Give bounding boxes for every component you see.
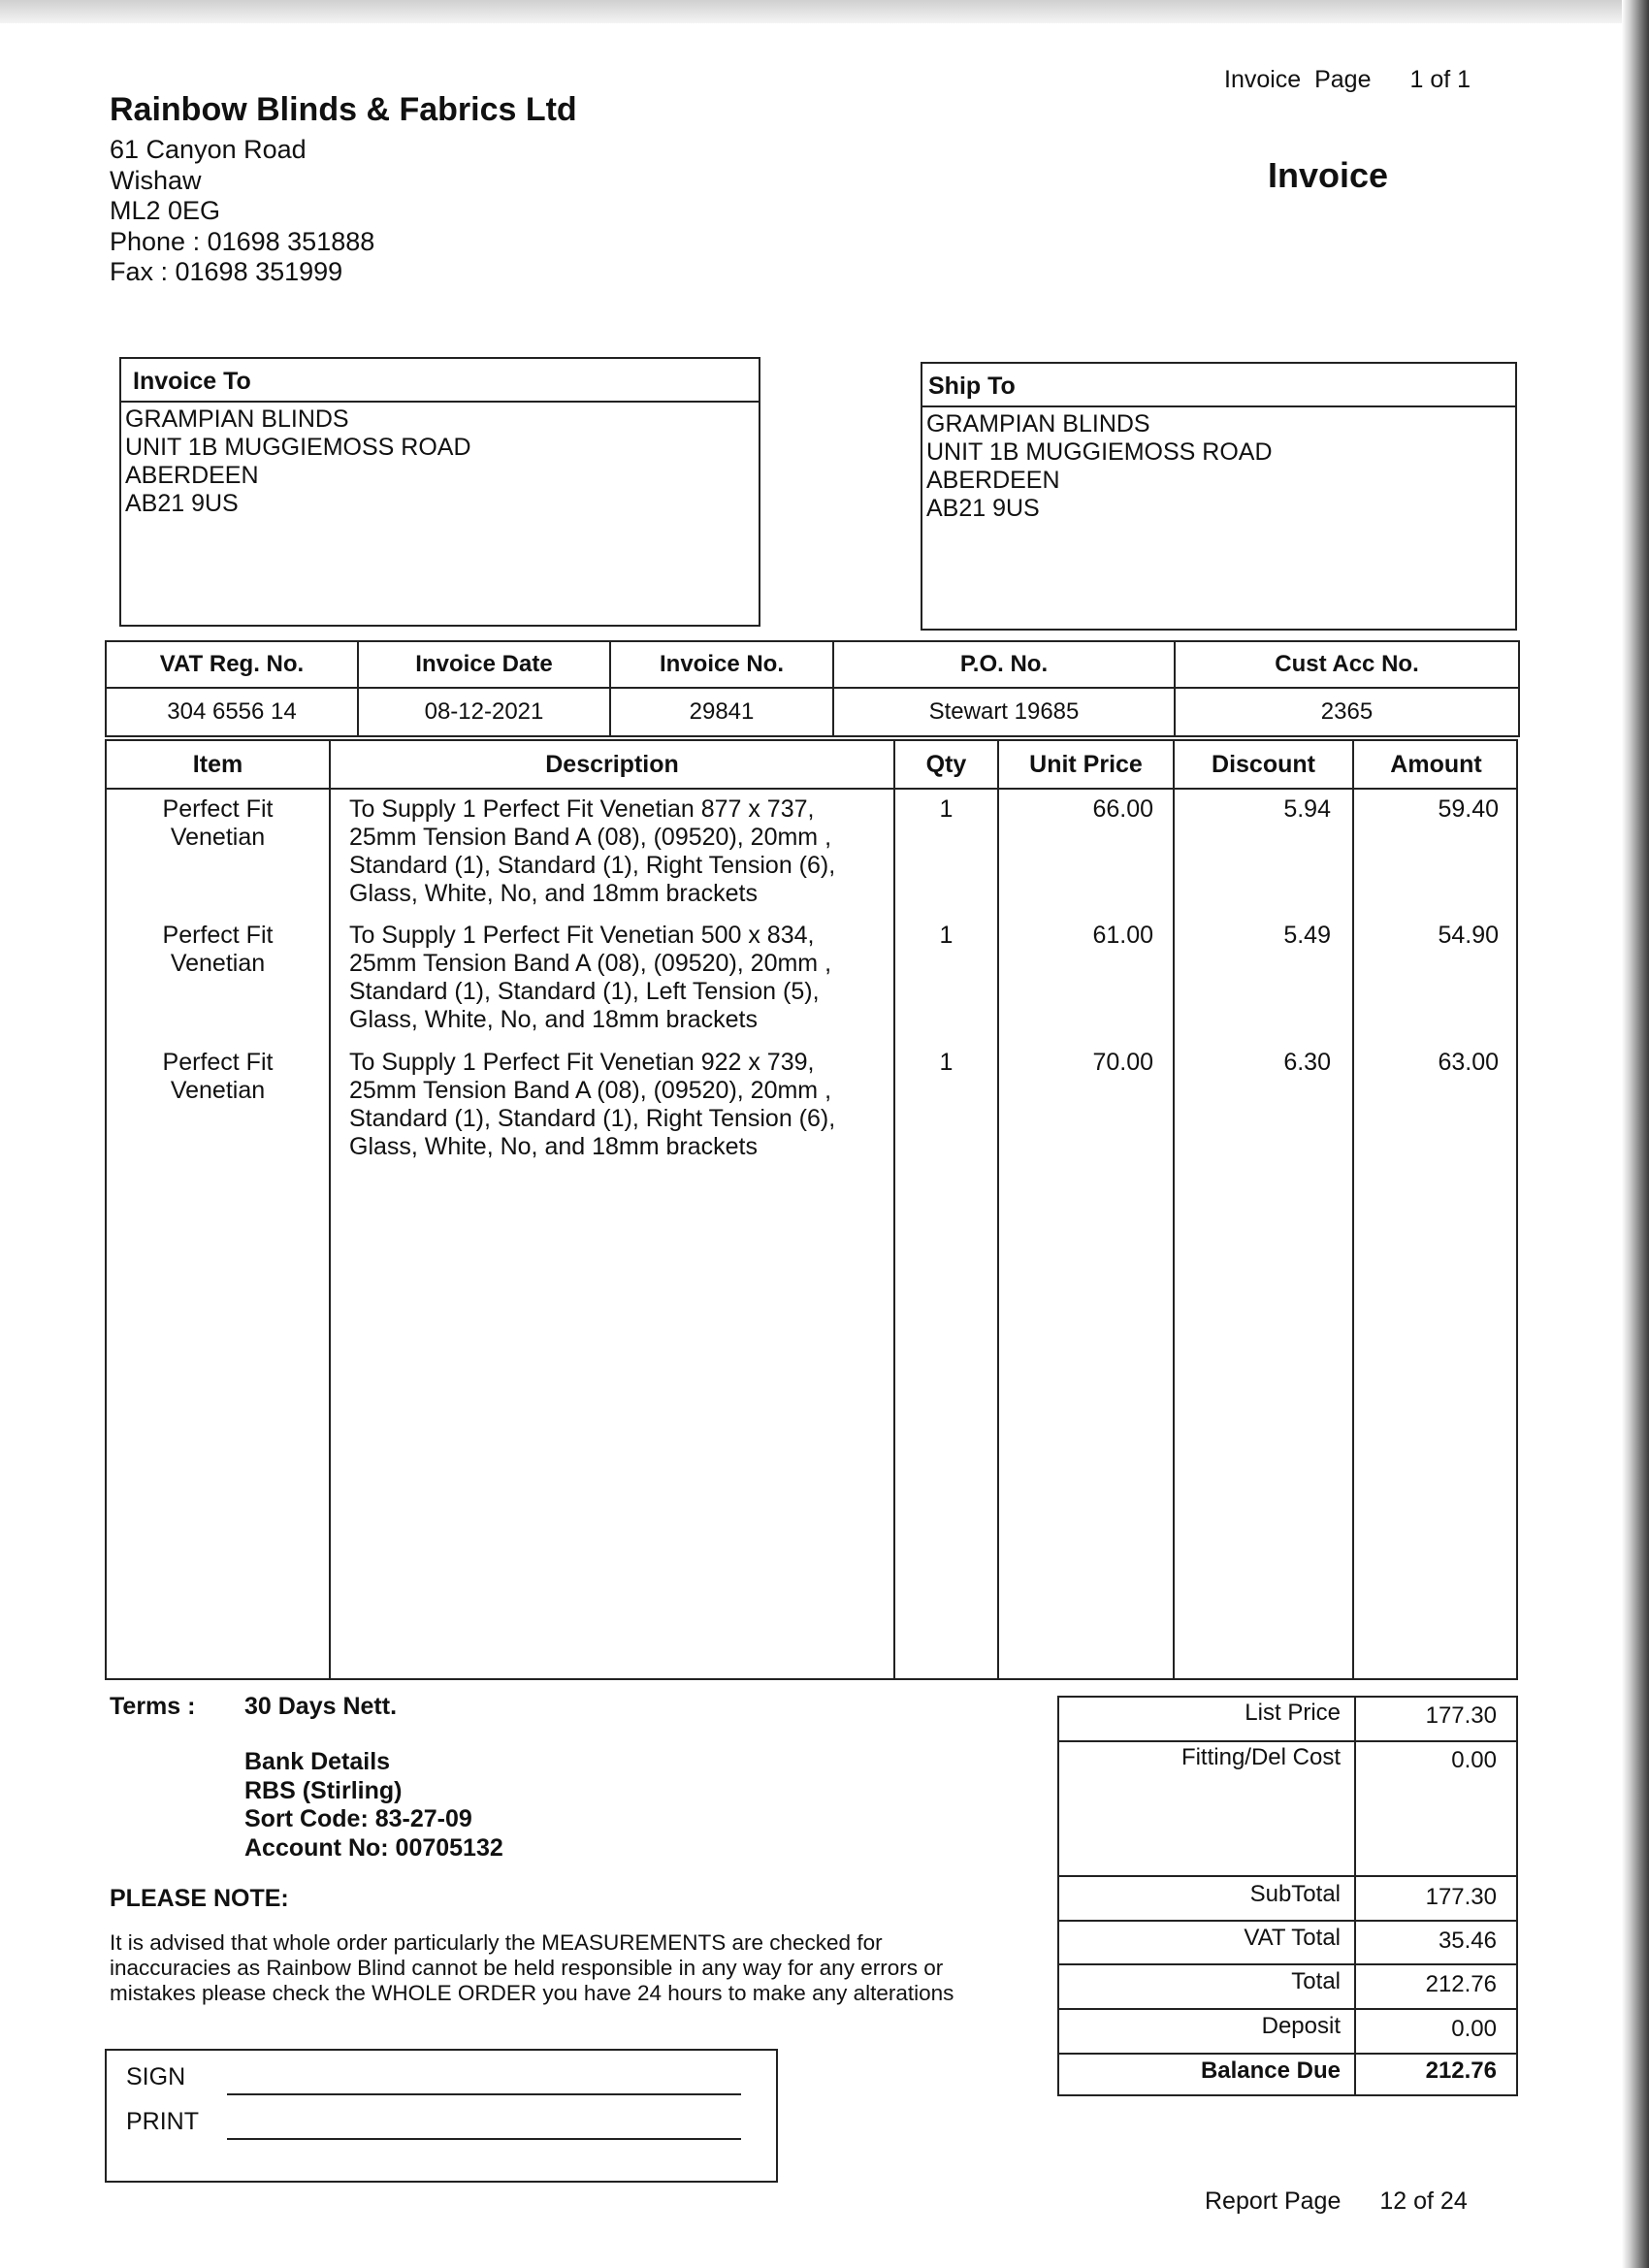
amount-column-header: Amount: [1390, 751, 1482, 778]
amount-cell: 54.90: [1438, 922, 1499, 949]
print-label: PRINT: [126, 2108, 199, 2135]
discount-cell: 5.94: [1283, 795, 1331, 823]
item-name-line: Perfect Fit: [162, 795, 274, 823]
invoice-to-line: GRAMPIAN BLINDS: [125, 405, 349, 433]
report-page-label: Report Page: [1205, 2187, 1342, 2215]
item-name-cell: [107, 922, 329, 978]
description-line: To Supply 1 Perfect Fit Venetian 877 x 737,: [349, 795, 815, 823]
company-phone: Phone : 01698 351888: [110, 227, 375, 256]
po-no-value: Stewart 19685: [833, 688, 1175, 736]
item-column-header: Item: [192, 751, 243, 778]
list-price-label: List Price: [1245, 1700, 1341, 1726]
totals-row-divider: [1059, 1920, 1516, 1922]
fitting-cost-value: 0.00: [1451, 1747, 1497, 1773]
invoice-to-heading: Invoice To: [121, 359, 759, 403]
header-divider: [107, 788, 1516, 790]
invoice-title: Invoice: [1268, 155, 1389, 195]
subtotal-label: SubTotal: [1249, 1881, 1341, 1907]
invoice-to-line: ABERDEEN: [125, 462, 259, 489]
note-line: inaccuracies as Rainbow Blind cannot be held responsible in any way for any errors or: [110, 1956, 944, 1980]
description-line: To Supply 1 Perfect Fit Venetian 922 x 739,: [349, 1049, 815, 1076]
totals-row-divider: [1059, 1963, 1516, 1965]
qty-cell: 1: [939, 795, 954, 823]
vat-total-label: VAT Total: [1244, 1925, 1341, 1951]
item-description-cell: [349, 1049, 892, 1161]
amount-cell: 59.40: [1438, 795, 1499, 823]
description-line: 25mm Tension Band A (08), (09520), 20mm ,: [349, 1077, 832, 1104]
amount-cell: 63.00: [1438, 1049, 1499, 1076]
item-name-cell: [107, 795, 329, 852]
qty-cell: 1: [939, 922, 954, 949]
note-line: mistakes please check the WHOLE ORDER you have 24 hours to make any alterations: [110, 1981, 954, 2005]
invoice-to-line: UNIT 1B MUGGIEMOSS ROAD: [125, 434, 471, 461]
bank-details: [244, 1748, 503, 1863]
invoice-page-label: Invoice Page: [1224, 66, 1372, 93]
invoice-page-value: 1 of 1: [1409, 66, 1471, 93]
item-name-line: Venetian: [170, 950, 266, 977]
unit-price-cell: 61.00: [1092, 922, 1153, 949]
unit-price-cell: 66.00: [1092, 795, 1153, 823]
print-line[interactable]: [227, 2138, 741, 2140]
vat-reg-header: VAT Reg. No.: [106, 641, 358, 688]
ship-to-line: ABERDEEN: [926, 467, 1060, 494]
total-value: 212.76: [1425, 1971, 1497, 1997]
table-row: [107, 795, 1516, 912]
fitting-cost-label: Fitting/Del Cost: [1180, 1744, 1341, 1770]
ship-to-address: [922, 407, 1515, 526]
company-name: Rainbow Blinds & Fabrics Ltd: [110, 91, 577, 128]
bank-details-line: RBS (Stirling): [244, 1776, 403, 1804]
table-row: [107, 922, 1516, 1038]
vat-total-value: 35.46: [1438, 1928, 1497, 1954]
invoice-date-header: Invoice Date: [358, 641, 610, 688]
company-fax: Fax : 01698 351999: [110, 257, 343, 286]
description-line: To Supply 1 Perfect Fit Venetian 500 x 834,: [349, 922, 815, 949]
po-no-header: P.O. No.: [833, 641, 1175, 688]
discount-column-header: Discount: [1212, 751, 1315, 778]
invoice-meta-table: [105, 640, 1520, 737]
description-line: Glass, White, No, and 18mm brackets: [349, 1006, 758, 1033]
ship-to-box: [921, 362, 1517, 631]
ship-to-line: GRAMPIAN BLINDS: [926, 410, 1150, 437]
item-name-line: Venetian: [170, 1077, 266, 1104]
company-address-street: 61 Canyon Road: [110, 135, 307, 164]
list-price-value: 177.30: [1425, 1702, 1497, 1729]
table-row: [107, 1049, 1516, 1165]
report-page-value: 12 of 24: [1379, 2187, 1468, 2215]
invoice-no-header: Invoice No.: [610, 641, 833, 688]
totals-row-divider: [1059, 1740, 1516, 1742]
item-name-line: Perfect Fit: [162, 922, 274, 949]
cust-acc-value: 2365: [1175, 688, 1519, 736]
terms-label: Terms :: [110, 1693, 196, 1720]
sign-label: SIGN: [126, 2063, 186, 2090]
description-column-header: Description: [545, 751, 679, 778]
report-page-indicator: [1205, 2187, 1468, 2216]
totals-divider: [1354, 1698, 1356, 2094]
balance-due-value: 212.76: [1425, 2057, 1497, 2084]
items-table: [105, 739, 1518, 1680]
description-line: Standard (1), Standard (1), Right Tension (6),: [349, 852, 836, 879]
totals-row-divider: [1059, 2053, 1516, 2055]
deposit-value: 0.00: [1451, 2016, 1497, 2042]
unit-price-cell: 70.00: [1092, 1049, 1153, 1076]
discount-cell: 6.30: [1283, 1049, 1331, 1076]
note-line: It is advised that whole order particularly the MEASUREMENTS are checked for: [110, 1930, 883, 1955]
invoice-to-box: [119, 357, 760, 627]
total-label: Total: [1291, 1968, 1341, 1994]
discount-cell: 5.49: [1283, 922, 1331, 949]
ship-to-heading: Ship To: [922, 364, 1515, 407]
item-name-line: Perfect Fit: [162, 1049, 274, 1076]
subtotal-value: 177.30: [1425, 1884, 1497, 1910]
totals-row-divider: [1059, 1875, 1516, 1877]
bank-details-line: Account No: 00705132: [244, 1833, 503, 1862]
invoice-no-value: 29841: [610, 688, 833, 736]
description-line: Glass, White, No, and 18mm brackets: [349, 880, 758, 907]
bank-details-line: Sort Code: 83-27-09: [244, 1805, 472, 1832]
item-description-cell: [349, 795, 892, 908]
invoice-date-value: 08-12-2021: [358, 688, 610, 736]
item-name-line: Venetian: [170, 824, 266, 851]
description-line: 25mm Tension Band A (08), (09520), 20mm ,: [349, 950, 832, 977]
item-description-cell: [349, 922, 892, 1034]
invoice-to-address: [121, 403, 759, 521]
invoice-page-indicator: [1224, 66, 1471, 94]
description-line: Standard (1), Standard (1), Left Tension (5),: [349, 978, 820, 1005]
description-line: Glass, White, No, and 18mm brackets: [349, 1133, 758, 1160]
qty-column-header: Qty: [925, 751, 967, 778]
totals-row-divider: [1059, 2008, 1516, 2010]
signature-box: [105, 2049, 778, 2183]
sign-line[interactable]: [227, 2093, 741, 2095]
company-address-town: Wishaw: [110, 166, 202, 195]
invoice-to-line: AB21 9US: [125, 490, 239, 517]
ship-to-line: AB21 9US: [926, 495, 1040, 522]
please-note-text: [110, 1930, 1012, 2006]
deposit-label: Deposit: [1261, 2013, 1341, 2039]
scan-edge-right: [1622, 0, 1649, 2268]
cust-acc-header: Cust Acc No.: [1175, 641, 1519, 688]
balance-due-label: Balance Due: [1200, 2057, 1341, 2084]
vat-reg-value: 304 6556 14: [106, 688, 358, 736]
unit-price-column-header: Unit Price: [1029, 751, 1143, 778]
qty-cell: 1: [939, 1049, 954, 1076]
description-line: 25mm Tension Band A (08), (09520), 20mm ,: [349, 824, 832, 851]
description-line: Standard (1), Standard (1), Right Tension (6),: [349, 1105, 836, 1132]
scan-edge-top: [0, 0, 1649, 23]
bank-details-line: Bank Details: [244, 1748, 391, 1775]
please-note-title: PLEASE NOTE:: [110, 1885, 289, 1912]
ship-to-line: UNIT 1B MUGGIEMOSS ROAD: [926, 438, 1273, 466]
item-name-cell: [107, 1049, 329, 1105]
company-address-postcode: ML2 0EG: [110, 196, 221, 225]
totals-box: [1057, 1696, 1518, 2096]
terms-value: 30 Days Nett.: [244, 1693, 398, 1720]
